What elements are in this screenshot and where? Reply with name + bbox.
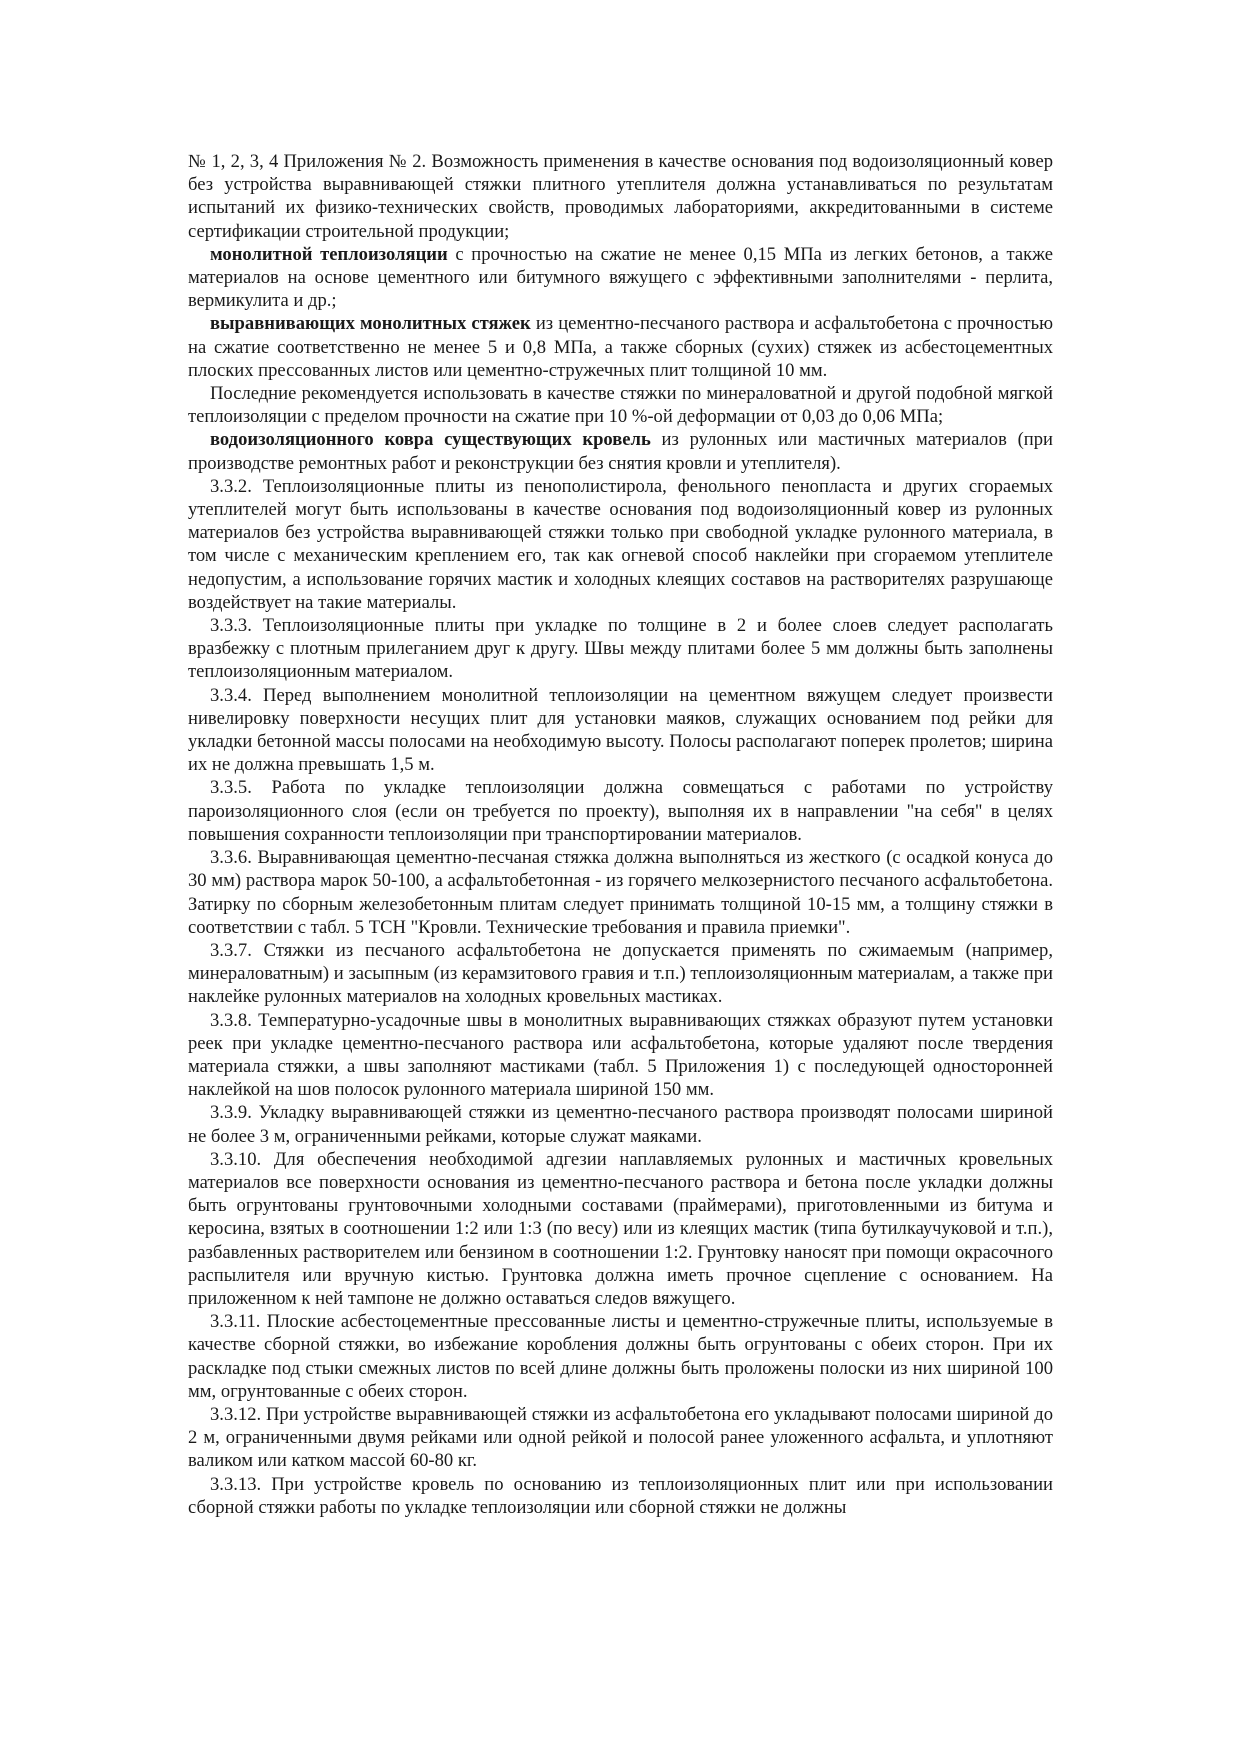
paragraph-text: из рулонных или мастичных материалов (при производстве ремонтных работ и реконструкции без снятия кровли и утеплителя). xyxy=(188,429,1053,474)
paragraph-3-3-8 xyxy=(188,1009,1053,1102)
paragraph-3-3-11 xyxy=(188,1310,1053,1403)
paragraph-text: 3.3.7. Стяжки из песчаного асфальтобетона не допускается применять по сжимаемым (например, минераловатным) и засыпным (из керамзитового гравия и т.п.) теплоизоляционным материалам, а также при наклейке рулонных материалов на холодных кровельных мастиках. xyxy=(188,939,1053,1008)
bold-term: выравнивающих монолитных стяжек xyxy=(210,313,531,335)
bold-term: водоизоляционного ковра существующих кровель xyxy=(210,429,651,451)
paragraph-3-3-6 xyxy=(188,846,1053,939)
paragraph-text: № 1, 2, 3, 4 Приложения № 2. Возможность применения в качестве основания под водоизоляционный ковер без устройства выравнивающей стяжки плитного утеплителя должна устанавливаться по результатам испытаний их физико-технических свойств, проводимых лабораториями, аккредитованными в системе сертификации строительной продукции; xyxy=(188,151,1053,242)
paragraph-text: 3.3.3. Теплоизоляционные плиты при укладке по толщине в 2 и более слоев следует располагать вразбежку с плотным прилеганием друг к другу. Швы между плитами более 5 мм должны быть заполнены теплоизоляционным материалом. xyxy=(188,615,1053,683)
paragraph-text: с прочностью на сжатие не менее 0,15 МПа из легких бетонов, а также материалов на основе цементного или битумного вяжущего с эффективными заполнителями - перлита, вермикулита и др.; xyxy=(188,243,1053,312)
paragraph-recommendation xyxy=(188,382,1053,428)
paragraph-3-3-7 xyxy=(188,939,1053,1009)
paragraph-text: 3.3.13. При устройстве кровель по основанию из теплоизоляционных плит или при использовании сборной стяжки работы по укладке теплоизоляции или сборной стяжки не должны xyxy=(188,1473,1053,1518)
paragraph-3-3-9 xyxy=(188,1101,1053,1147)
paragraph-text: 3.3.9. Укладку выравнивающей стяжки из цементно-песчаного раствора производят полосами шириной не более 3 м, ограниченными рейками, которые служат маяками. xyxy=(188,1102,1053,1147)
paragraph-text: из цементно-песчаного раствора и асфальтобетона с прочностью на сжатие соответственно не менее 5 и 0,8 МПа, а также сборных (сухих) стяжек из асбестоцементных плоских прессованных листов или цементно-стружечных плит толщиной 10 мм. xyxy=(188,313,1053,381)
paragraph-text: 3.3.10. Для обеспечения необходимой адгезии наплавляемых рулонных и мастичных кровельных материалов все поверхности основания из цементно-песчаного раствора и бетона после укладки должны быть огрунтованы грунтовочными холодными составами (праймерами), приготовленными из битума и керосина, взятых в соотношении 1:2 или 1:3 (по весу) или из клеящих мастик (типа бутилкаучуковой и т.п.), разбавленных растворителем или бензином в соотношении 1:2. Грунтовку наносят при помощи окрасочного распылителя или вручную кистью. Грунтовка должна иметь прочное сцепление с основанием. На приложенном к ней тампоне не должно оставаться следов вяжущего. xyxy=(188,1148,1053,1309)
paragraph-text: 3.3.5. Работа по укладке теплоизоляции должна совмещаться с работами по устройству пароизоляционного слоя (если он требуется по проекту), выполняя их в направлении "на себя" в целях повышения сохранности теплоизоляции при транспортировании материалов. xyxy=(188,777,1053,845)
paragraph-3-3-5 xyxy=(188,776,1053,846)
paragraph-text: 3.3.11. Плоские асбестоцементные прессованные листы и цементно-стружечные плиты, используемые в качестве сборной стяжки, во избежание коробления должны быть огрунтованы с обеих сторон. При их раскладке под стыки смежных листов по всей длине должны быть проложены полоски из них шириной 100 мм, огрунтованные с обеих сторон. xyxy=(188,1311,1053,1402)
paragraph-text: 3.3.2. Теплоизоляционные плиты из пенополистирола, фенольного пенопласта и других сгораемых утеплителей могут быть использованы в качестве основания под водоизоляционный ковер из рулонных материалов без устройства выравнивающей стяжки только при свободной укладке рулонного материала, в том числе с механическим креплением его, так как огневой способ наклейки при сгораемом утеплителе недопустим, а использование горячих мастик и холодных клеящих составов на растворителях разрушающе воздействует на такие материалы. xyxy=(188,475,1053,613)
paragraph-3-3-10 xyxy=(188,1148,1053,1310)
paragraph-text: 3.3.8. Температурно-усадочные швы в монолитных выравнивающих стяжках образуют путем установки реек при укладке цементно-песчаного раствора или асфальтобетона, которые удаляют после твердения материала стяжки, а швы заполняют мастиками (табл. 5 Приложения 1) с последующей односторонней наклейкой на шов полосок рулонного материала шириной 150 мм. xyxy=(188,1009,1053,1101)
paragraph-continuation xyxy=(188,150,1053,243)
paragraph-3-3-2 xyxy=(188,475,1053,614)
bold-term: монолитной теплоизоляции xyxy=(210,243,448,265)
paragraph-waterproof-carpet xyxy=(188,428,1053,474)
paragraph-3-3-4 xyxy=(188,684,1053,777)
paragraph-leveling-screeds xyxy=(188,312,1053,382)
paragraph-3-3-12 xyxy=(188,1403,1053,1473)
paragraph-3-3-3 xyxy=(188,614,1053,684)
paragraph-text: 3.3.4. Перед выполнением монолитной теплоизоляции на цементном вяжущем следует произвести нивелировку поверхности несущих плит для установки маяков, служащих основанием под рейки для укладки бетонной массы полосами на необходимую высоту. Полосы располагают поперек пролетов; ширина их не должна превышать 1,5 м. xyxy=(188,684,1053,776)
paragraph-monolithic-insulation xyxy=(188,243,1053,313)
paragraph-text: 3.3.6. Выравнивающая цементно-песчаная стяжка должна выполняться из жесткого (с осадкой конуса до 30 мм) раствора марок 50-100, а асфальтобетонная - из горячего мелкозернистого песчаного асфальтобетона. Затирку по сборным железобетонным плитам следует принимать толщиной 10-15 мм, а толщину стяжки в соответствии с табл. 5 ТСН "Кровли. Технические требования и правила приемки". xyxy=(188,847,1053,938)
paragraph-text: Последние рекомендуется использовать в качестве стяжки по минераловатной и другой подобной мягкой теплоизоляции с пределом прочности на сжатие при 10 %-ой деформации от 0,03 до 0,06 МПа; xyxy=(188,383,1053,428)
paragraph-text: 3.3.12. При устройстве выравнивающей стяжки из асфальтобетона его укладывают полосами шириной до 2 м, ограниченными двумя рейками или одной рейкой и полосой ранее уложенного асфальта, и уплотняют валиком или катком массой 60-80 кг. xyxy=(188,1403,1053,1472)
paragraph-3-3-13 xyxy=(188,1473,1053,1519)
document-page xyxy=(188,150,1053,1519)
